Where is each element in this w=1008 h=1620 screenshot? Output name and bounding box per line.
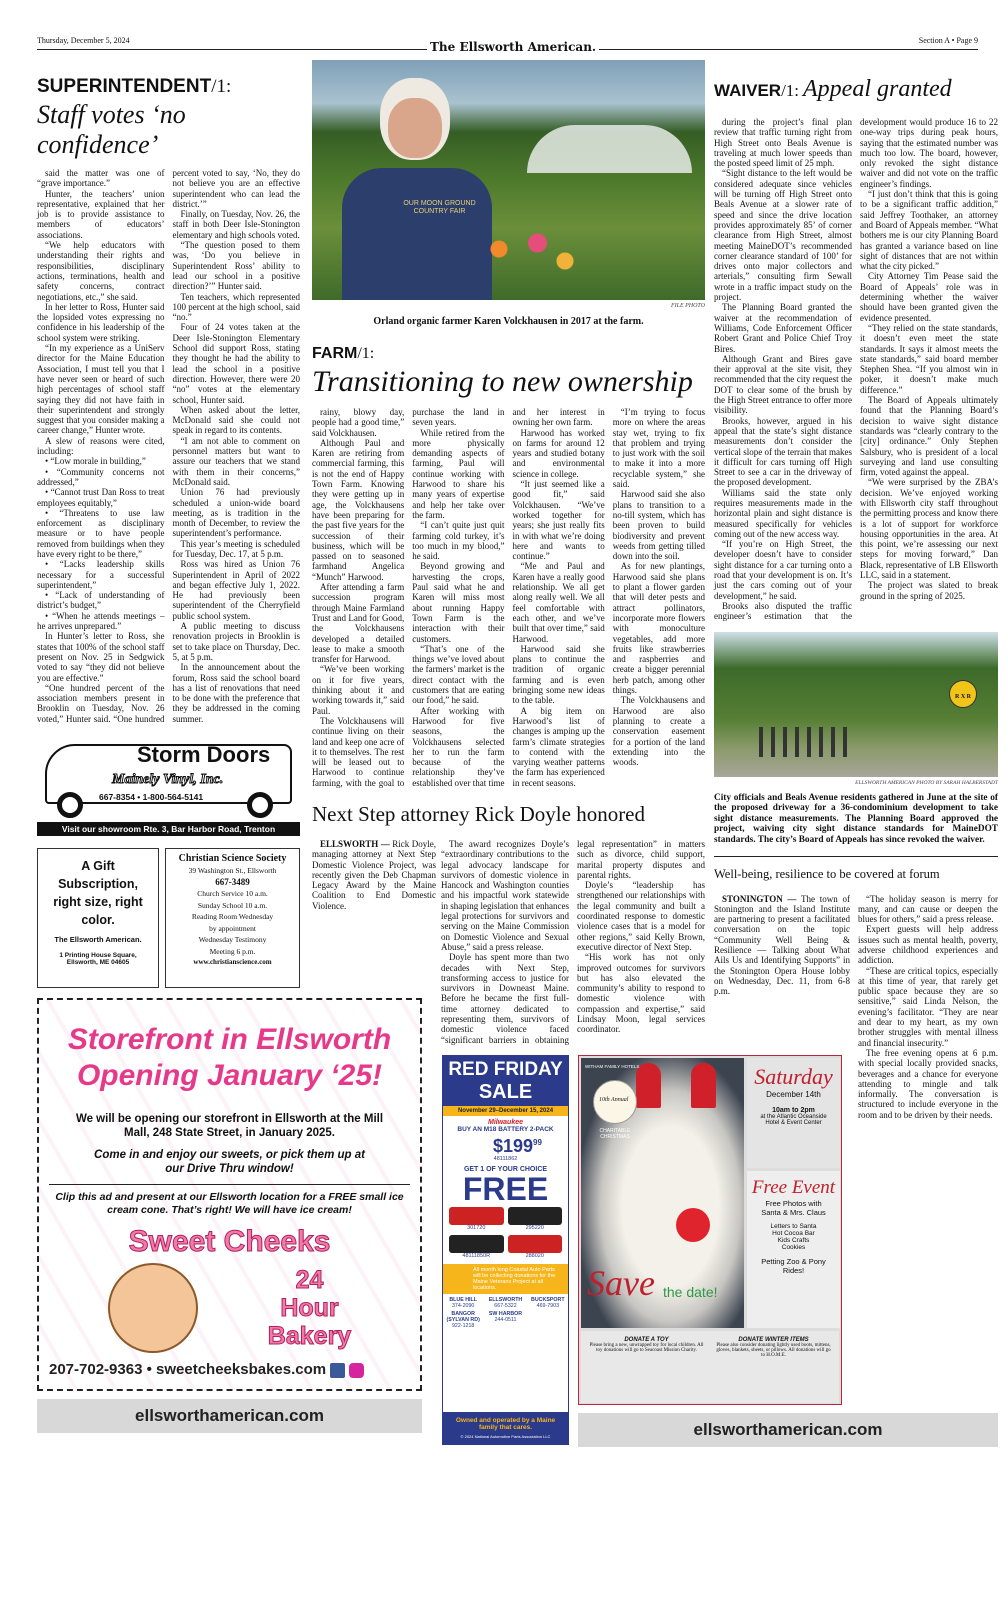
storm-doors-ad <box>37 734 300 836</box>
sweet-cheeks-ad <box>37 998 422 1391</box>
paragraph: said the matter was one of “grave importance.” <box>37 168 165 189</box>
paragraph: After attending a farm succession program through Maine Farmland Trust and Land for Good, the Volckhausens developed a detailed lease to make a smooth transfer for Harwood. <box>312 582 405 665</box>
article-body-lead <box>312 839 436 911</box>
paragraph: The Volckhausens will continue living on their land and keep one acre of it to themselves. The rest will be leased out to Harwood to continue farming, with the goal to purchase the land in seven years. <box>312 407 505 788</box>
instagram-icon[interactable] <box>349 1363 364 1378</box>
photos-text: Free Photos with Santa & Mrs. Claus <box>761 1198 826 1217</box>
classified-row <box>37 848 300 988</box>
tool-item: 288020 <box>508 1235 563 1259</box>
cs-line: Church Service 10 a.m. <box>197 889 268 899</box>
brand-logo: Sweet Cheeks <box>128 1225 331 1259</box>
owned-banner: Owned and operated by a Maine family that cares. © 2024 National Automotive Parts Association LLC <box>443 1412 568 1444</box>
paragraph: • “Low morale in building,” <box>45 456 146 467</box>
article-kicker: FARM/1: <box>312 345 375 362</box>
storm-doors-title: Storm Doors <box>137 742 271 768</box>
paragraph: “That’s one of the things we’ve loved about the farmers’ market is the direct contact with the customers that are eating our food,” he said. <box>412 643 505 706</box>
paragraph: during the project’s final plan review that traffic turning right from High Street onto Beals Avenue is traveling at much lower speeds than the posted speed limit of 25 mph. <box>714 117 852 169</box>
wheel-icon <box>57 792 83 818</box>
contact-line[interactable]: 207-702-9363 • sweetcheeksbakes.com <box>49 1361 327 1379</box>
antler-icon <box>636 1063 661 1108</box>
paragraph: The free evening opens at 6 p.m. with special locally provided snacks, beverages and a chance for everyone attending to mingle and talk informally. The conversation is structured to include everyone in the room and to be driven by their needs. <box>858 1047 998 1120</box>
gift-title: A Gift Subscription, right size, right color. <box>53 859 143 928</box>
people-group <box>759 727 854 757</box>
greenhouse <box>527 125 692 173</box>
dateline: ELLSWORTH — <box>320 838 390 849</box>
event-time: 10am to 2pm <box>772 1106 815 1114</box>
paragraph-text: The town of Stonington and the Island Institute are partnering to present a facilitated conversation on the topic “Community Well Being & Resilience — Talking about What Ails Us and Identifying Supports” in the Stonington Opera House lobby on Wednesday, Dec. 11, from 6-8 p.m. <box>714 893 850 997</box>
paragraph: A big item on Harwood’s list of changes is amping up the farm’s climate strategies to contend with the varying weather patterns the farm has experienced in recent seasons. <box>512 705 605 788</box>
superintendent-article <box>37 76 300 724</box>
masthead: The Ellsworth American. <box>427 40 599 54</box>
shirt-text: OUR MOON GROUND COUNTRY FAIR <box>403 200 476 215</box>
paragraph: The project was slated to break ground in the spring of 2025. <box>860 580 998 601</box>
coupon-text: Clip this ad and present at our Ellsworth location for a FREE small ice cream cone. That’s right! We will have ice cream! <box>55 1191 404 1217</box>
paragraph: “I just don’t think that this is going to be a significant traffic addition,” said Jeffrey Toothaker, an attorney and Board of Appeals member. “What bothers me is our city Planning Board has granted a variance based on line sight of distances that are not within what the city picked.” <box>860 189 998 272</box>
article-body <box>312 407 705 788</box>
paragraph: • “Lacks leadership skills necessary for a successful superintendent,” <box>37 559 165 590</box>
tool-item: 301720 <box>449 1207 504 1231</box>
farm-photo <box>312 60 705 300</box>
article-kicker: SUPERINTENDENT/1: <box>37 76 232 97</box>
logo-text: 10th Annual <box>599 1096 629 1103</box>
sale-dates: November 29–December 15, 2024 <box>443 1106 568 1116</box>
pony-photo <box>581 1058 744 1328</box>
photo-credit: ELLSWORTH AMERICAN PHOTO BY SARAH HALBERSTADT <box>855 779 998 786</box>
paragraph: “The question posed to them was, ‘Do you believe in Superintendent Ross’ ability to lead our school in a positive direction?’” Hunter said. <box>172 240 300 292</box>
paragraph: Brooks also disputed the traffic engineer’s estimation that the development would produce 16 to 22 one-way trips during peak hours, saying that the estimated number was much too low. The board, however, only revoked the sight distance waiver and did not vote on the traffic engineer’s findings. <box>714 117 998 622</box>
paragraph: Union 76 had previously scheduled a union-wide board meeting, as is tradition in the month of December, to review the superintendent’s performance. <box>172 487 300 539</box>
paragraph: “If you’re on High Street, the developer doesn’t have to consider sight distance for a car turning onto a road that your development is on. It’s just the cars coming out of your development,” he said. <box>714 539 852 601</box>
showroom-banner: Visit our showroom Rte. 3, Bar Harbor Road, Trenton <box>37 822 300 836</box>
paragraph: This year’s meeting is scheduled for Tuesday, Dec. 17, at 5 p.m. <box>172 538 300 559</box>
paragraph: “They relied on the state standards, it doesn’t even meet the state standards. It says it almost meets the state standards,” said board member Stephen Shea. “If you almost win in poker, it doesn’t make much difference.” <box>860 322 998 395</box>
dateline: STONINGTON — <box>722 893 797 904</box>
gift-subscription-ad <box>37 848 159 988</box>
article-headline: Next Step attorney Rick Doyle honored <box>312 801 646 826</box>
right-column <box>714 76 998 1120</box>
cs-url[interactable]: www.christianscience.com <box>193 958 272 967</box>
donation-note: All month long Coastal Auto Parts will be collecting donations for the Maine Veterans Project at all locations. <box>443 1264 568 1294</box>
opening-headline: Opening January ‘25! <box>76 1059 383 1093</box>
paragraph: Finally, on Tuesday, Nov. 26, the staff in both Deer Isle-Stonington elementary and high schools voted. <box>172 209 300 240</box>
farmer-figure <box>342 78 492 300</box>
left-column <box>37 76 300 988</box>
paragraph: “These are critical topics, especially at this time of year, that rarely get public space because they are so sensitive,” said Linda Nelson, the evening’s facilitator. “They are near and dear to my heart, as my own brother struggles with mental illness and financial insecurity.” <box>858 965 998 1048</box>
paragraph: “We help educators with understanding their rights and responsibilities, disciplinary actions, terminations, health and safety concerns, contract negotiations, etc.,” she said. <box>37 240 165 302</box>
free-text: FREE <box>462 1170 549 1207</box>
paragraph: • “Community concerns not addressed,” <box>37 466 165 487</box>
cs-line: Reading Room Wednesday <box>191 912 274 922</box>
paragraph: Williams said the state only requires measurements made in the horizontal plain and sight distance is measured specifically for vehicles coming out of the new access way. <box>714 487 852 539</box>
phone-numbers: 667-8354 • 1-800-564-5141 <box>99 792 204 803</box>
get-one: GET 1 OF YOUR CHOICE <box>463 1165 548 1173</box>
website-footer-right[interactable]: ellsworthamerican.com <box>578 1413 998 1447</box>
the-date-text: the date! <box>663 1283 718 1300</box>
sign-text: R X R <box>955 693 971 700</box>
website-footer-left[interactable]: ellsworthamerican.com <box>37 1399 422 1433</box>
paragraph: When asked about the letter, McDonald said she could not speak in regard to its contents. <box>172 404 300 436</box>
battery-offer: BUY AN M18 BATTERY 2-PACK <box>457 1125 554 1133</box>
gift-paper: The Ellsworth American. <box>54 935 142 945</box>
paragraph: A public meeting to discuss renovation projects in Brooklin is set to take place on Thursday, Dec. 5, at 5 p.m. <box>172 621 300 662</box>
event-venue: at the Atlantic Oceanside Hotel & Event Center <box>760 1113 827 1126</box>
paragraph: “I am not able to comment on personnel matters but want to assure our teachers that we stand with them in their concerns,” McDonald said. <box>172 435 300 487</box>
paragraph: “It just seemed like a good fit,” said Volckhausen. “We’ve worked together for years; she just really fits in with what we’re doing here and wants to continue.” <box>512 479 605 562</box>
sale-banner: RED FRIDAY SALE <box>443 1056 568 1106</box>
storefront-headline: Storefront in Ellsworth <box>67 1023 392 1057</box>
paragraph: Four of 24 votes taken at the Deer Isle-Stonington Elementary School did support Ross, stating they thought he had the ability to lead the school in a positive direction. However, there were 20 “no” votes at the elementary school, Hunter said. <box>172 322 300 405</box>
divider <box>714 856 998 857</box>
price: $\$199^{99}$ <box>493 1135 542 1156</box>
paragraph: Although Paul and Karen are retiring from commercial farming, this is not the end of Happy Town Farm. Knowing they were getting up in age, the Volckhausens have been preparing for the past five years for the succession of their business, which will be passed on to seasoned farmhand Angelica “Munch” Harwood. <box>312 437 405 582</box>
wheel-icon <box>247 792 273 818</box>
page-number: Section A • Page 9 <box>918 36 978 45</box>
paragraph: “In my experience as a UniServ director for the Maine Education Association, I must tell you that I have never seen or heard of such high percentages of school staff saying they did not have faith in their superintendent and strongly suggest that you consider making a career change,” Hunter wrote. <box>37 343 165 436</box>
site-photo <box>714 632 998 777</box>
cs-address: 39 Washington St., Ellsworth <box>188 866 277 876</box>
cs-line: Sunday School 10 a.m. <box>197 900 268 910</box>
activities-panel <box>747 1171 840 1328</box>
cs-line: Meeting 6 p.m. <box>209 946 256 956</box>
cs-line: by appointment <box>209 923 256 933</box>
sku: 48111862 <box>493 1155 518 1162</box>
article-body-lead <box>714 894 850 997</box>
paragraph: • “Lack of understanding of district’s budget,” <box>37 590 165 611</box>
paragraph: City Attorney Tim Pease said the Board of Appeals’ role was in determining whether the waiver should have been granted given the evidence presented. <box>860 271 998 323</box>
article-body <box>714 117 998 622</box>
store-list: BLUE HILL 374-2090 ELLSWORTH 667-5322 BUCKSPORT 469-7903 BANGOR (SYLVAN RD) 922-1218 SW HARBOR 244-0511 <box>446 1296 565 1329</box>
paragraph: Expert guests will help address issues such as mental health, poverty, adverse childhood experiences and addiction. <box>858 924 998 966</box>
paragraph: The Board of Appeals ultimately found that the Planning Board’s decision to waive sight distance standards was “clearly contrary to the [city] ordinance.” Only Stephen Salsbury, who is president of a local surveying and land use consulting firm, voted against the appeal. <box>860 395 998 478</box>
save-text: Save <box>587 1262 655 1303</box>
photo-caption: City officials and Beals Avenue residents gathered in June at the site of the proposed driveway for a 36-condominium development to take sight distance measurements. The Planning Board approved the project, waiving city sight distance standards for MaineDOT standards. The city’s Board of Appeals has since revoked the waiver. <box>714 792 998 845</box>
paragraph: • “Cannot trust Dan Ross to treat employees equitably,” <box>37 487 165 508</box>
article-body <box>441 839 705 1045</box>
paragraph <box>312 839 436 911</box>
paragraph: • “When he attends meetings – he arrives unprepared.” <box>37 610 165 632</box>
paragraph: The Planning Board granted the waiver at the recommendation of Williams, Code Enforcement Officer Robert Grant and Police Chief Troy Bires. <box>714 302 852 354</box>
photo-caption: Orland organic farmer Karen Volckhausen in 2017 at the farm. <box>373 316 644 327</box>
tool-item: 48111850R <box>449 1235 504 1259</box>
railroad-sign <box>949 680 977 708</box>
paragraph: Harwood has worked on farms for around 12 years and studied botany and environmental science in college. <box>512 427 605 479</box>
issue-date: Thursday, December 5, 2024 <box>37 36 130 45</box>
paragraph: “I’m trying to focus more on where the areas stay wet, trying to fix that problem and trying to just work with the soil to make it into a more recyclable system,” she said. <box>612 407 705 490</box>
article-body <box>37 168 300 724</box>
antler-icon <box>691 1063 716 1108</box>
cs-line: Wednesday Testimony <box>198 935 267 945</box>
article-headline: Appeal granted <box>803 76 952 102</box>
paragraph: In her letter to Ross, Hunter said the lopsided votes expressing no confidence in his leadership of the school system were striking. <box>37 301 165 343</box>
activity-list: Letters to Santa Hot Cocoa Bar Kids Crafts Cookies <box>770 1222 817 1251</box>
article-kicker: WAIVER/1: Appeal granted <box>714 76 952 102</box>
paragraph: “Me and Paul and Karen have a really good relationship. We all get along really well. We all feel comfortable with each other, and we’ve built that over time,” said Harwood. <box>512 561 605 644</box>
free-event-title: Free Event <box>751 1176 836 1198</box>
paragraph: “The holiday season is merry for many, and can cause or deepen the blues for others,” said a press release. <box>858 893 998 925</box>
company-name: Mainely Vinyl, Inc. <box>112 772 224 788</box>
petting-zoo-text: Petting Zoo & Pony Rides! <box>761 1256 826 1275</box>
pompom-icon <box>676 1208 710 1242</box>
paragraph: “One hundred percent of the association members present in Brooklin on Tuesday, Nov. 26 voted,” Hunter said. “One hundred percent voted to say, ‘No, they do not believe you are an effective superintendent who can lead the district.’” <box>37 168 300 724</box>
paragraph: The award recognizes Doyle’s “extraordinary contributions to the legal advocacy landscape for survivors of domestic violence in Hancock and Washington counties and his impactful work statewide in shaping legislation that enhances legal protections for survivors and serving on the Maine Commission on Domestic Violence and Sexual Abuse,” said a press release. <box>441 838 569 952</box>
divider <box>49 1184 410 1185</box>
paragraph: Ross was hired as Union 76 Superintendent in April of 2022 and began effective July 1, 2022. He had previously been superintendent of the Cherryfield public school system. <box>172 559 300 621</box>
christian-science-ad <box>165 848 300 988</box>
paragraph: In Hunter’s letter to Ross, she states that 100% of the school staff present on Nov. 25 in Sedgwick voted to say “they did not believe you are effective.” <box>37 631 165 683</box>
paragraph: Brooks, however, argued in his appeal that the state’s sight distance measurements don’t consider the vertical slope of the terrain that makes it difficult for cars turning off High Street to see a car in the driveway of the proposed development. <box>714 415 852 488</box>
cs-title: Christian Science Society <box>178 853 287 865</box>
facebook-icon[interactable] <box>330 1363 345 1378</box>
paragraph: After working with Harwood for five seasons, the Volckhausens selected her to run the farm because of the relationship they’ve established over that time and her interest in owning her own farm. <box>412 407 605 788</box>
red-friday-ad <box>442 1055 569 1445</box>
paragraph: Harwood said she plans to continue the tradition of organic farming and is even bringing some new ideas to the table. <box>512 643 605 706</box>
waiver-article <box>714 76 998 622</box>
article-body <box>858 894 998 1121</box>
paragraph <box>714 894 850 997</box>
paragraph: “We’ve been working on it for five years, thinking about it and working towards it,” said Paul. <box>312 664 405 716</box>
cs-phone: 667-3489 <box>215 876 250 887</box>
charitable-christmas-ad <box>578 1055 842 1405</box>
paragraph: “His work has not only improved outcomes for survivors but has also elevated the community’s ability to respond to domestic violence with compassion and expertise,” said Lindsay Moon, legal services coordinator. <box>577 952 705 1035</box>
paragraph: Doyle’s “leadership has strengthened our relationships with the legal community and built a coordinated response to domestic violence cases that is a model for other regions,” said Kelly Brown, executive director of Next Step. <box>577 880 705 952</box>
date-panel <box>747 1058 840 1168</box>
paragraph: While retired from the more physically demanding aspects of farming, Paul will continue working with Harwood to share his many years of expertise and help her take over the farm. <box>412 427 505 520</box>
tool-item: 295220 <box>508 1207 563 1231</box>
paragraph: “We were surprised by the ZBA’s decision. We’ve enjoyed working with Ellsworth city staff throughout the permitting process and know there is a lot of support for workforce housing opportunities in the area. At this point, we’re assessing our next steps for moving forward,” Dan Black, representative of LB Ellsworth LLC, said in a statement. <box>860 477 998 581</box>
logo-text: WITHAM FAMILY HOTELS <box>585 1063 640 1069</box>
paragraph: A slew of reasons were cited, including: <box>37 435 165 457</box>
paragraph: Ten teachers, which represented 100 percent at the high school, said “no.” <box>172 291 300 323</box>
flowers <box>477 225 587 285</box>
paragraph: In the announcement about the forum, Ross said the school board has a list of renovations that need to be done with the preference that they be addressed in the coming summer. <box>172 662 300 724</box>
article-headline: Staff votes ‘no confidence’ <box>37 100 186 159</box>
mascot-row <box>49 1263 410 1353</box>
logo-text: CHARITABLE CHRISTMAS <box>599 1127 631 1140</box>
opening-text: We will be opening our storefront in Ellsworth at the Mill Mall, 248 State Street, in January 2025. <box>75 1113 384 1140</box>
paragraph: Doyle has spent more than two decades with Next Step, transforming access to justice for survivors in Downeast Maine. Before he became the first full-time attorney dedicated to representing them, survivors of domestic violence faced “significant barriers in obtaining legal representation” in matters such as divorce, child support, marital property disputes and parental rights. <box>441 838 705 1045</box>
paragraph: Although Grant and Bires gave their approval at the site visit, they recommended that the city request the DOT to clear some of the brush by the High Street entrance to offer more visibility. <box>714 353 852 416</box>
bakery-tagline: 24 Hour Bakery <box>267 1266 352 1351</box>
contact-row <box>49 1361 410 1379</box>
paragraph: Harwood said she also plans to transition to a no-till system, which has been proven to build biodiversity and prevent weeds from getting tilled down into the soil. <box>612 489 705 562</box>
page-header <box>37 36 978 54</box>
milwaukee-logo: Milwaukee <box>487 1118 523 1126</box>
paragraph: Hunter, the teachers’ union representative, explained that her job is to provide assistance to members of educators’ associations. <box>37 188 165 240</box>
event-day: Saturday <box>754 1063 833 1089</box>
paragraph-text: Rick Doyle, managing attorney at Next Step Domestic Violence Project, was recently given the Deb Chapman Legacy Award by the Maine Coalition to End Domestic Violence. <box>312 838 436 911</box>
paragraph: rainy, blowy day, people had a good time,” said Volckhausen. <box>312 407 405 438</box>
middle-column <box>312 60 705 1045</box>
photo-credit: FILE PHOTO <box>670 303 705 309</box>
article-headline: Well-being, resilience to be covered at forum <box>714 866 940 881</box>
come-in-text: Come in and enjoy our sweets, or pick them up at our Drive Thru window! <box>94 1149 365 1176</box>
paragraph: “I can’t quite just quit farming cold turkey, it’s too much in my blood,” he said. <box>412 520 505 562</box>
paragraph: “Sight distance to the left would be considered adequate since vehicles will be turning off High Street onto Beals Avenue at a slower rate of speed and since the drive location provides approximately 85’ of corner clearance from High Street, almost meeting MaineDOT’s recommended corner clearance standard of 100’ for drives onto major collectors and arterials,” consulting firm Sewall wrote in a traffic impact study on the project. <box>714 168 852 303</box>
gift-address: 1 Printing House Square, Ellsworth, ME 04605 <box>59 952 137 967</box>
paragraph: As for new plantings, Harwood said she plans to plant a flower garden that will deter pests and attract pollinators, incorporate more flowers with monoculture vegetables, add more fruits like strawberries and raspberries and create a bigger perennial herb patch, among other things. <box>612 561 705 696</box>
mascot-face <box>108 1263 198 1353</box>
tool-grid <box>443 1205 568 1261</box>
article-headline: Transitioning to new ownership <box>312 365 693 398</box>
paragraph: Beyond growing and harvesting the crops, Paul said what he and Karen will miss most about running Happy Town Farm is the interaction with their customers. <box>412 561 505 644</box>
event-date: December 14th <box>766 1089 821 1099</box>
paragraph: The Volckhausens and Harwood are also planning to create a conservation easement for a portion of the land extending into the woods. <box>612 695 705 768</box>
paragraph: • “Threatens to use law enforcement as disciplinary measure or to have people removed from buildings when they have every right to be there,” <box>37 507 165 559</box>
farm-article <box>312 345 705 788</box>
donation-panel: DONATE A TOY Please bring a new, unwrapped toy for local children. All toy donations will go to Seacoast Mission Charity. DONATE WINTER ITEMS Please also consider donating lightly used boots, mittens, gloves, blankets, sheets, or pillows. All donations will go to H.O.M.E. <box>581 1331 839 1403</box>
